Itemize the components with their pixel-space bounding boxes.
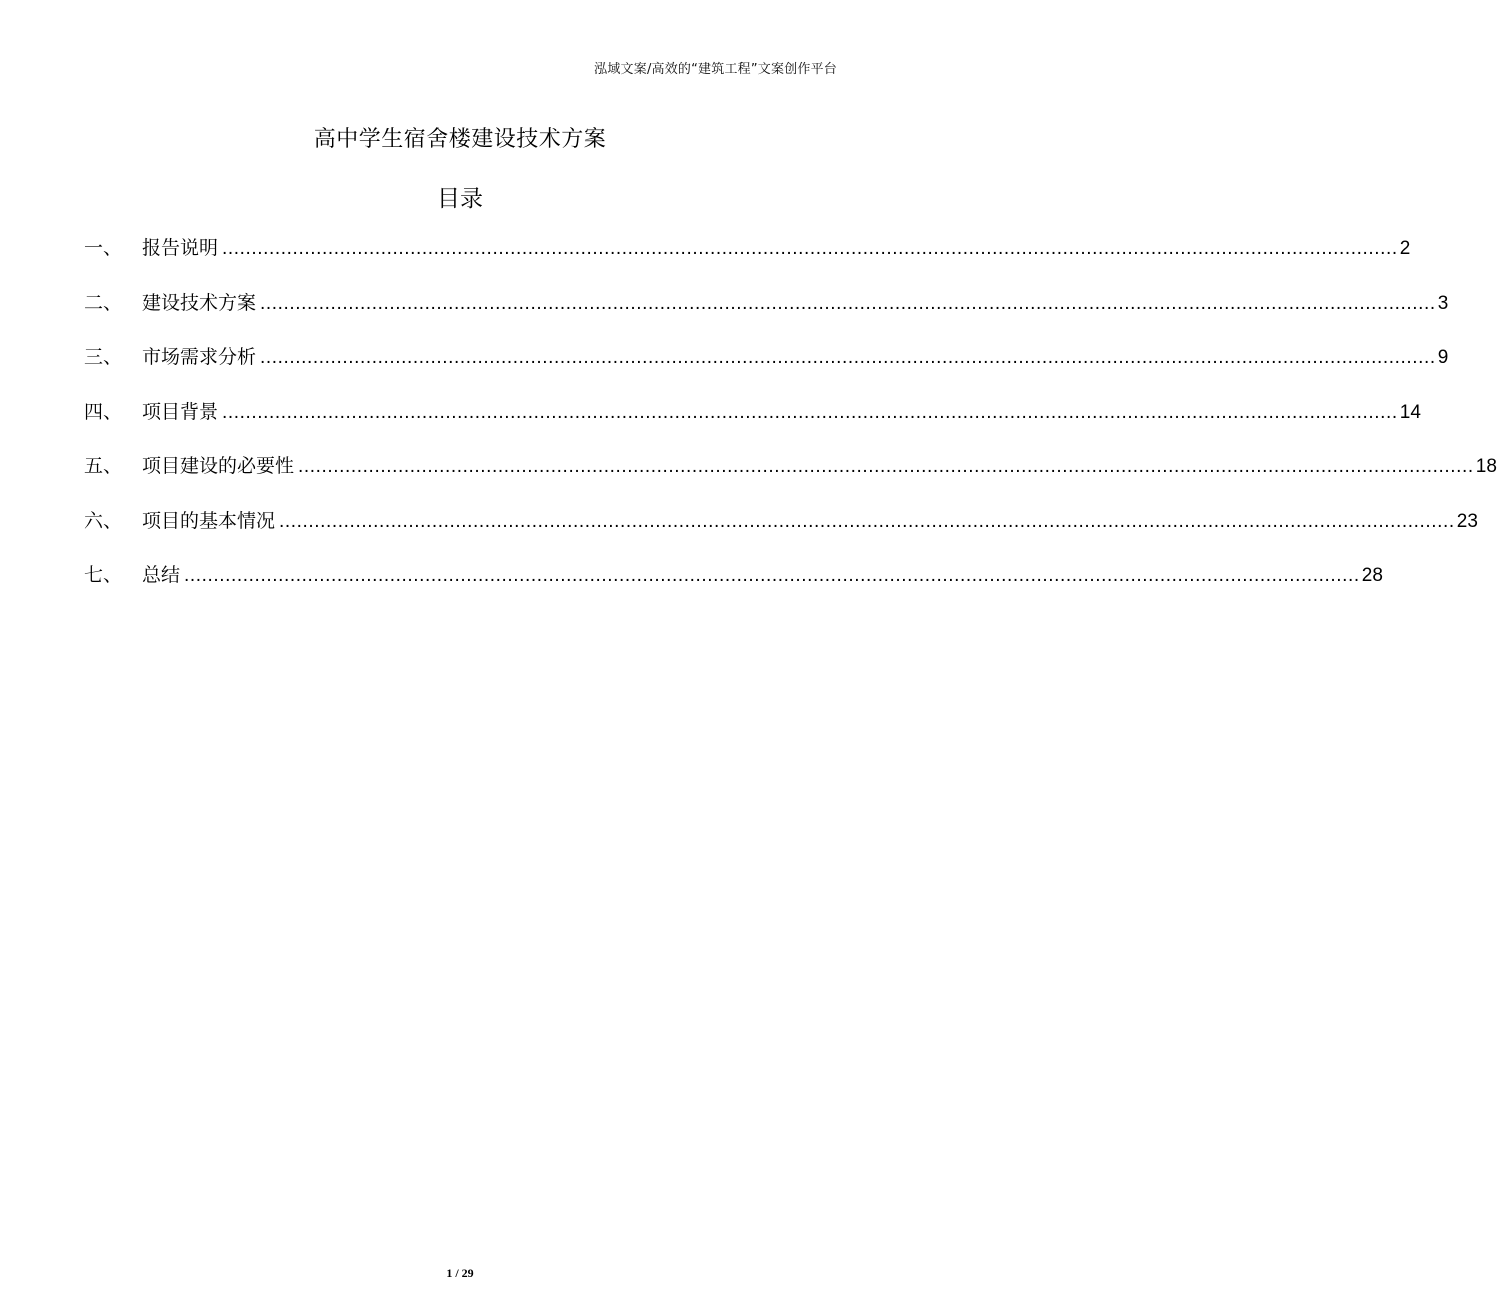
toc-entry-2[interactable] — [84, 288, 1449, 343]
toc-entry-label: 项目的基本情况 — [142, 509, 276, 532]
toc-entry-number: 二、 — [84, 291, 123, 314]
toc-entry-page: 23 — [1456, 510, 1478, 532]
toc-entry-6[interactable] — [84, 506, 1478, 561]
toc-entry-page: 3 — [1437, 292, 1449, 314]
toc-entry-label: 总结 — [142, 564, 181, 586]
toc-entry-number: 七、 — [84, 564, 123, 586]
toc-dot-leader: ........................................................................................................................................................................................................ — [222, 401, 1398, 423]
document-title: 高中学生宿舍楼建设技术方案 — [313, 127, 607, 152]
toc-entry-number: 五、 — [84, 455, 123, 477]
toc-entry-label: 建设技术方案 — [142, 291, 257, 314]
toc-entry-number: 三、 — [84, 346, 123, 368]
toc-entry-page: 2 — [1399, 238, 1411, 259]
toc-entry-1[interactable] — [84, 233, 1411, 288]
toc-entry-page: 28 — [1361, 565, 1383, 586]
toc-entry-number: 一、 — [84, 237, 123, 259]
toc-entry-page: 18 — [1475, 456, 1497, 477]
toc-heading: 目录 — [437, 186, 483, 212]
toc-entry-label: 市场需求分析 — [142, 346, 257, 368]
page-header-text: 泓域文案/高效的“建筑工程”文案创作平台 — [594, 62, 837, 77]
toc-entry-label: 项目背景 — [142, 400, 219, 423]
toc-dot-leader: ........................................................................................................................................................................................................ — [260, 292, 1436, 314]
toc-entry-number: 六、 — [84, 509, 123, 532]
toc-entry-3[interactable] — [84, 342, 1449, 397]
toc-entry-label: 项目建设的必要性 — [142, 455, 295, 477]
toc-dot-leader: ........................................................................................................................................................................................................ — [222, 238, 1398, 259]
toc-dot-leader: ........................................................................................................................................................................................................ — [298, 456, 1474, 477]
toc-entry-label: 报告说明 — [142, 237, 219, 259]
toc-entry-4[interactable] — [84, 397, 1421, 452]
page-number-footer: 1 / 29 — [446, 1266, 474, 1280]
toc-dot-leader: ........................................................................................................................................................................................................ — [184, 565, 1360, 586]
toc-entry-7[interactable] — [84, 560, 1383, 615]
toc-entry-number: 四、 — [84, 400, 123, 423]
toc-entry-page: 9 — [1437, 347, 1449, 368]
toc-dot-leader: ........................................................................................................................................................................................................ — [279, 510, 1455, 532]
table-of-contents — [84, 233, 1497, 615]
toc-entry-page: 14 — [1399, 401, 1421, 423]
toc-entry-5[interactable] — [84, 451, 1497, 506]
toc-dot-leader: ........................................................................................................................................................................................................ — [260, 347, 1436, 368]
